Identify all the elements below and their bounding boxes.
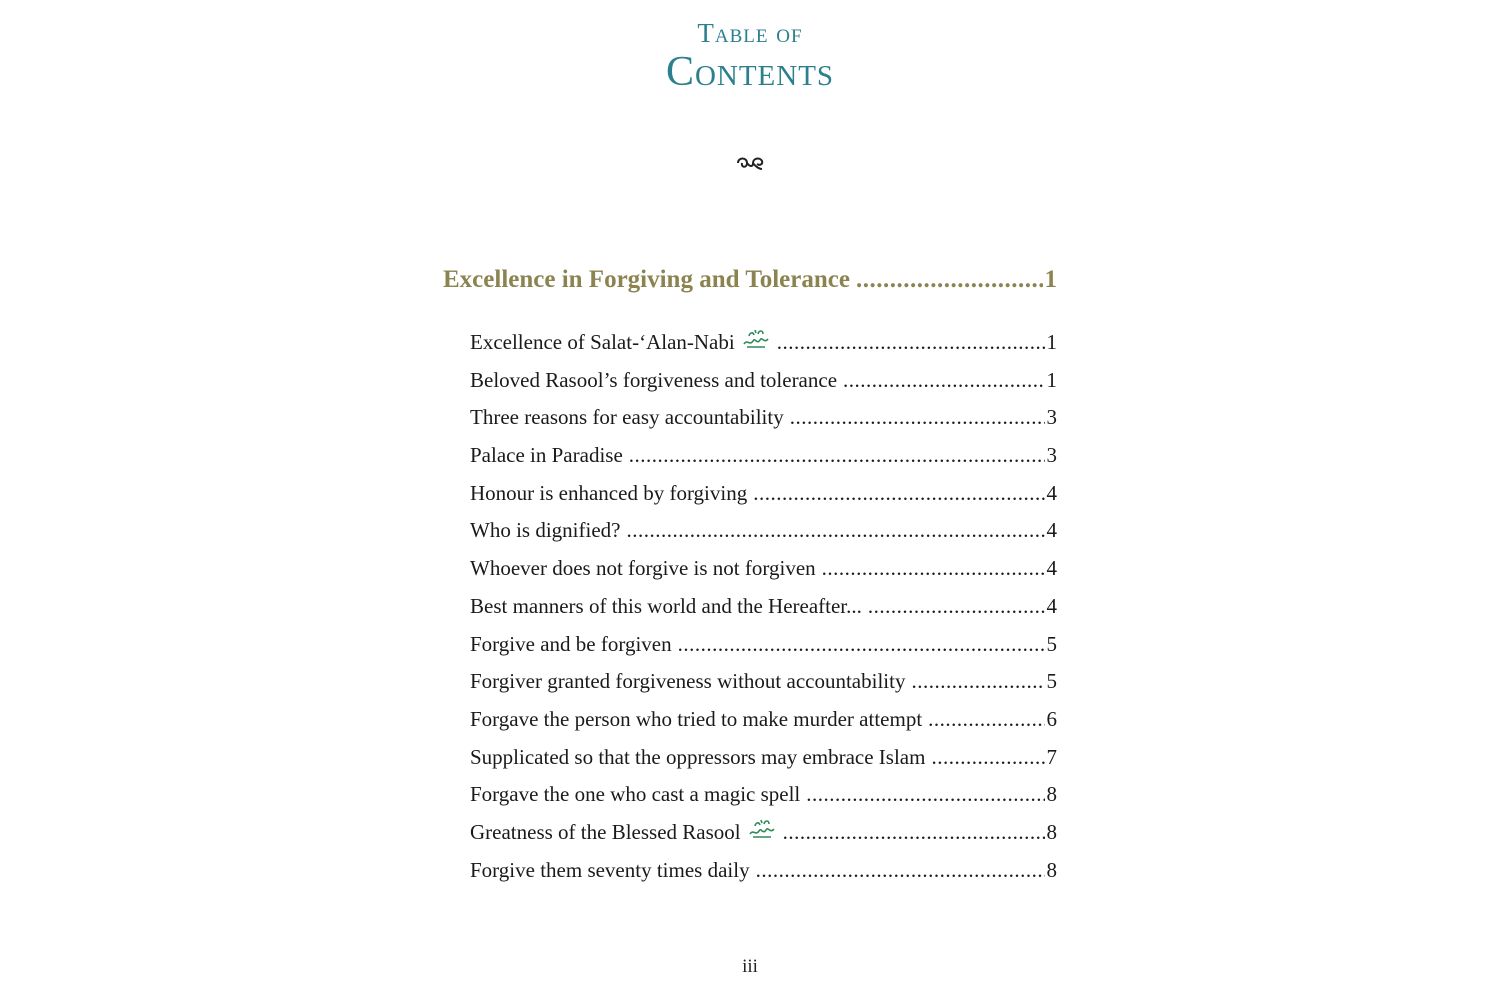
toc-entry-page-number: 5 [1046,631,1057,656]
toc-entry[interactable] [470,362,1057,400]
toc-entry-title: Forgive them seventy times daily [470,857,750,882]
toc-entry[interactable] [470,701,1057,739]
toc-entry-title: Palace in Paradise [470,443,623,468]
toc-entry[interactable] [470,852,1057,890]
toc-section-row[interactable] [443,266,1057,306]
dot-leader [756,852,1045,890]
toc-entry-page-number: 3 [1046,443,1057,468]
toc-entry-title: Whoever does not forgive is not forgiven [470,556,816,581]
scroll-ornament-icon [0,152,1500,178]
dot-leader [822,550,1045,588]
dot-leader [931,739,1044,777]
toc-entry[interactable] [470,324,1057,362]
honorific-calligraphy-icon [747,817,777,839]
toc-entry-title: Honour is enhanced by forgiving [470,480,748,505]
toc-entry-page-number: 4 [1046,518,1057,543]
toc-entry-title: Forgive and be forgiven [470,631,672,656]
toc-entry-title: Forgave the one who cast a magic spell [470,782,801,807]
toc-entry-page-number: 1 [1046,330,1057,354]
toc-entry[interactable] [470,663,1057,701]
toc-entry-page-number: 4 [1046,556,1057,581]
toc-entry-title: Greatness of the Blessed Rasool [470,819,741,844]
dot-leader [911,663,1044,701]
toc-entry-title: Who is dignified? [470,518,621,543]
honorific-calligraphy-icon [741,327,771,349]
toc-entry-title: Forgave the person who tried to make murder attempt [470,706,923,731]
dot-leader [868,588,1045,626]
toc-entry-page-number: 8 [1046,857,1057,882]
dot-leader [753,475,1044,513]
toc-entry[interactable] [470,550,1057,588]
heading-line-1: Table of [697,18,803,48]
toc-entry-title: Best manners of this world and the Hereafter... [470,593,862,618]
toc-entry[interactable] [470,776,1057,814]
toc-entry[interactable] [470,475,1057,513]
toc-entry-title: Forgiver granted forgiveness without accountability [470,669,906,694]
toc-entry[interactable] [470,512,1057,550]
dot-leader [678,626,1045,664]
dot-leader [928,701,1044,739]
toc-entries [470,324,1057,889]
toc-entry-page-number: 6 [1046,706,1057,731]
dot-leader [777,324,1045,362]
toc-entry-page-number: 7 [1046,744,1057,769]
toc-entry[interactable] [470,739,1057,777]
dot-leader [856,266,1043,294]
page-title: Contents [665,49,835,95]
toc-entry-page-number: 8 [1046,819,1057,844]
toc-entry-page-number: 4 [1046,480,1057,505]
page-folio: iii [742,956,758,977]
toc-entry-page-number: 5 [1046,669,1057,694]
section-title: Excellence in Forgiving and Tolerance [443,266,850,293]
dot-leader [783,814,1045,852]
toc-entry-title: Excellence of Salat-‘Alan-Nabi [470,330,735,354]
toc-entry-page-number: 4 [1046,593,1057,618]
dot-leader [806,776,1044,814]
dot-leader [843,362,1044,400]
toc-entry[interactable] [470,814,1057,852]
toc-entry[interactable] [470,588,1057,626]
toc-entry-page-number: 3 [1046,405,1057,430]
dot-leader [626,512,1044,550]
toc-entry-title: Beloved Rasool’s forgiveness and tolerance [470,367,838,392]
toc-entry-page-number: 8 [1046,782,1057,807]
toc-entry[interactable] [470,626,1057,664]
toc-entry[interactable] [470,437,1057,475]
dot-leader [629,437,1045,475]
dot-leader [790,399,1045,437]
toc-entry-title: Supplicated so that the oppressors may embrace Islam [470,744,926,769]
toc-entry-page-number: 1 [1046,367,1057,392]
table-of-contents [443,266,1057,889]
section-page-number: 1 [1044,266,1057,293]
toc-entry[interactable] [470,399,1057,437]
toc-entry-title: Three reasons for easy accountability [470,405,784,430]
